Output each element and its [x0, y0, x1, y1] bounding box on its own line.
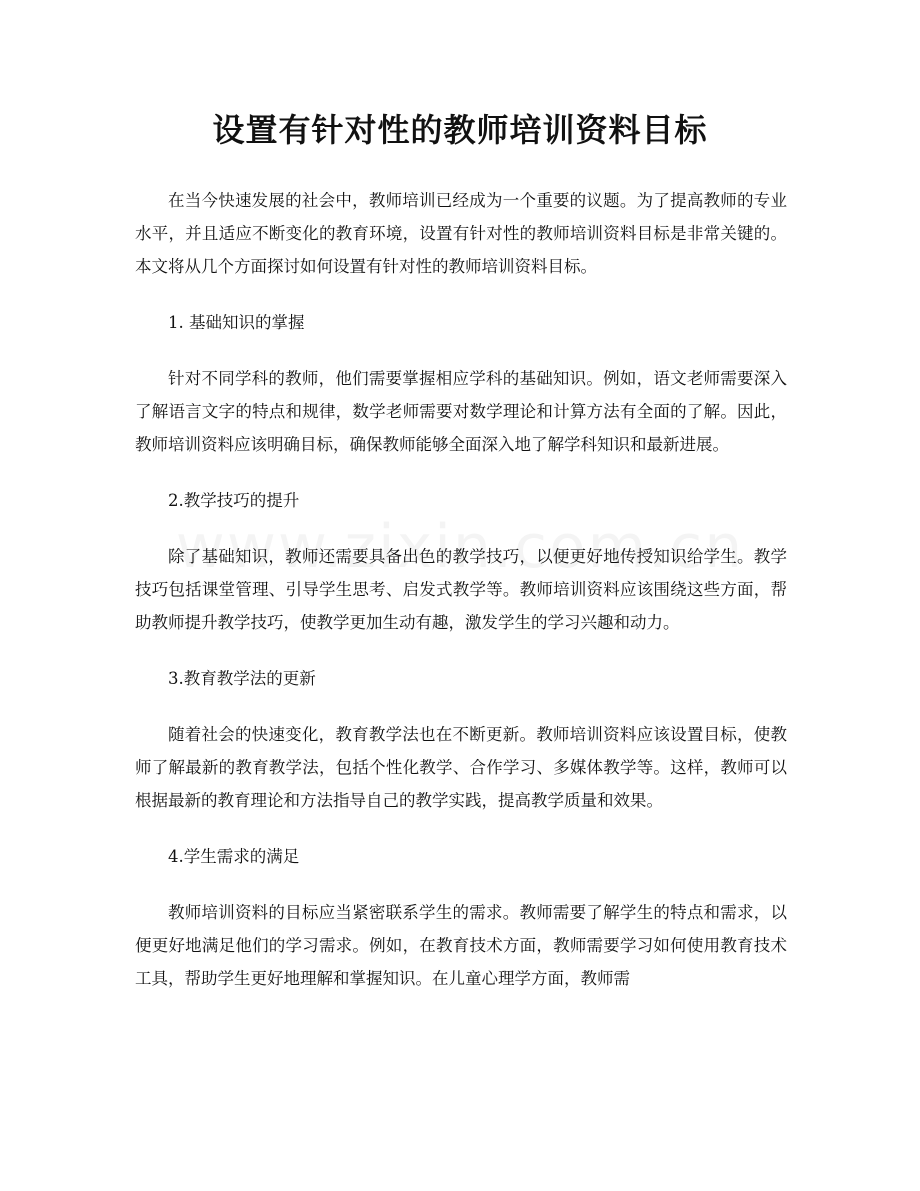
- section-body-4: 教师培训资料的目标应当紧密联系学生的需求。教师需要了解学生的特点和需求，以便更好地满足他们的学习需求。例如，在教育技术方面，教师需要学习如何使用教育技术工具，帮助学生更好地理解和掌握知识。在儿童心理学方面，教师需: [135, 903, 787, 988]
- document-body: [135, 184, 787, 995]
- section-heading-1: 1. 基础知识的掌握: [168, 313, 305, 332]
- intro-paragraph: 在当今快速发展的社会中，教师培训已经成为一个重要的议题。为了提高教师的专业水平，并且适应不断变化的教育环境，设置有针对性的教师培训资料目标是非常关键的。本文将从几个方面探讨如何设置有针对性的教师培训资料目标。: [135, 191, 787, 276]
- page-title: 设置有针对性的教师培训资料目标: [212, 111, 708, 149]
- section-heading-2: 2.教学技巧的提升: [168, 491, 300, 510]
- section-body-1: 针对不同学科的教师，他们需要掌握相应学科的基础知识。例如，语文老师需要深入了解语言文字的特点和规律，数学老师需要对数学理论和计算方法有全面的了解。因此，教师培训资料应该明确目标，确保教师能够全面深入地了解学科知识和最新进展。: [135, 369, 787, 454]
- section-body-3: 随着社会的快速变化，教育教学法也在不断更新。教师培训资料应该设置目标，使教师了解最新的教育教学法，包括个性化教学、合作学习、多媒体教学等。这样，教师可以根据最新的教育理论和方法指导自己的教学实践，提高教学质量和效果。: [135, 725, 787, 810]
- section-body-2: 除了基础知识，教师还需要具备出色的教学技巧，以便更好地传授知识给学生。教学技巧包括课堂管理、引导学生思考、启发式教学等。教师培训资料应该围绕这些方面，帮助教师提升教学技巧，使教学更加生动有趣，激发学生的学习兴趣和动力。: [135, 547, 787, 632]
- section-heading-4: 4.学生需求的满足: [168, 847, 300, 866]
- section-heading-3: 3.教育教学法的更新: [168, 669, 316, 688]
